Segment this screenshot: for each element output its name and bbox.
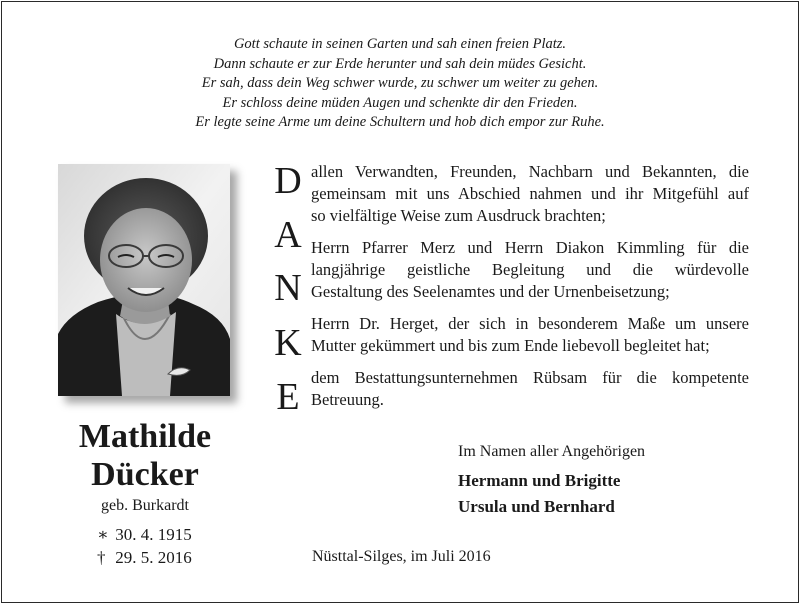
danke-letter-a: A [274, 214, 302, 256]
poem-line: Gott schaute in seinen Garten und sah einen freien Platz. [233, 36, 567, 52]
poem [0, 35, 800, 133]
place-and-date: Nüsttal-Silges, im Juli 2016 [312, 548, 491, 565]
paragraph-line: so vielfältige Weise zum Ausdruck brachten; [311, 205, 606, 225]
death-cross-icon: † [97, 548, 106, 567]
poem-line: Dann schaute er zur Erde herunter und sah dein müdes Gesicht. [213, 55, 587, 72]
birth-date-line [97, 525, 192, 545]
thanks-paragraph-doctor [311, 313, 749, 357]
paragraph-line: gemeinsam mit uns Abschied nahmen und ihr Mitgefühl auf [311, 183, 749, 203]
paragraph-line: Mutter gekümmert und bis zum Ende liebevoll begleitet hat; [311, 335, 710, 355]
portrait-photo [58, 164, 230, 396]
thanks-paragraph-relatives [311, 161, 749, 226]
poem-line: Er schloss deine müden Augen und schenkte dir den Frieden. [222, 94, 578, 111]
danke-letter-n: N [274, 267, 302, 309]
death-date-line [97, 548, 192, 568]
birth-name: geb. Burkardt [101, 497, 189, 514]
birth-star-icon: ∗ [97, 525, 109, 544]
poem-line: Er sah, dass dein Weg schwer wurde, zu schwer um weiter zu gehen. [201, 75, 599, 92]
paragraph-line: dem Bestattungsunternehmen Rübsam für die kompetente [311, 368, 749, 387]
thanks-paragraph-clergy [311, 237, 749, 302]
death-date: 29. 5. 2016 [115, 548, 192, 567]
paragraph-line: Herrn Pfarrer Merz und Herrn Diakon Kimmling für die [311, 238, 749, 257]
deceased-first-name: Mathilde [78, 418, 212, 455]
paragraph-line: Herrn Dr. Herget, der sich in besonderem Maße um unsere [311, 314, 749, 333]
paragraph-line: Gestaltung des Seelenamtes und der Urnenbeisetzung; [311, 281, 670, 301]
danke-letter-k: K [274, 322, 302, 364]
thanks-paragraph-undertaker [311, 367, 749, 411]
paragraph-line: allen Verwandten, Freunden, Nachbarn und Bekannten, die [311, 162, 749, 181]
paragraph-line: langjährige geistliche Begleitung und die würdevolle [311, 259, 749, 279]
signature-intro: Im Namen aller Angehörigen [458, 443, 646, 460]
birth-date: 30. 4. 1915 [115, 525, 192, 544]
danke-letter-d: D [274, 160, 302, 202]
signature-name: Ursula und Bernhard [458, 497, 615, 516]
danke-letter-e: E [276, 376, 300, 418]
paragraph-line: Betreuung. [311, 389, 384, 409]
poem-line: Er legte seine Arme um deine Schultern und hob dich empor zur Ruhe. [195, 114, 605, 131]
deceased-last-name: Dücker [91, 456, 199, 493]
signature-name: Hermann und Brigitte [458, 471, 621, 490]
